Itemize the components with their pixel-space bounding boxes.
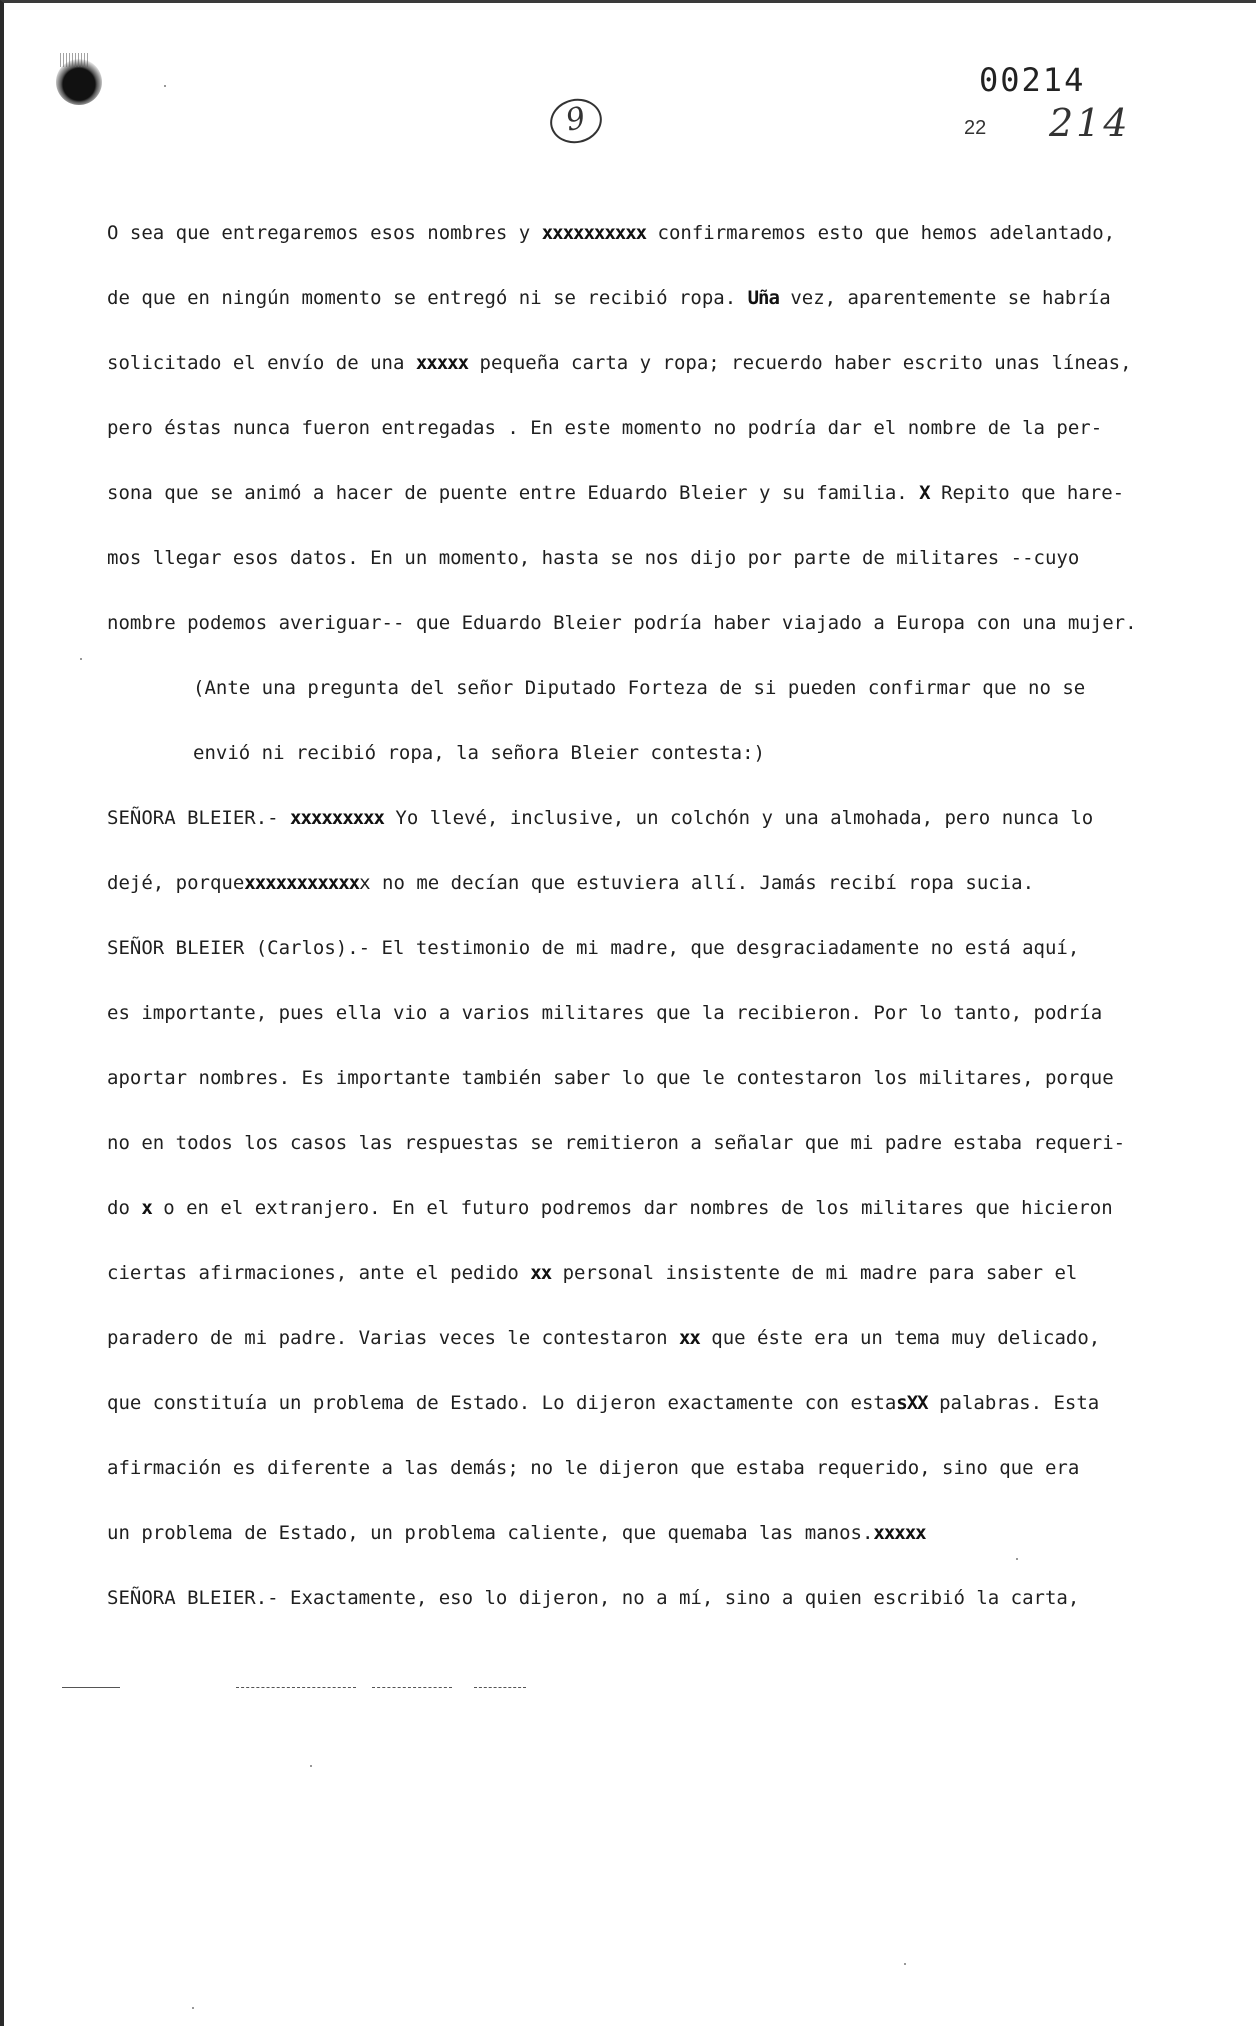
line-text: nombre podemos averiguar-- que Eduardo Bleier podría haber viajado a Europa con una mujer.	[107, 612, 1137, 634]
line-text: un problema de Estado, un problema caliente, que quemaba las manos.	[107, 1522, 874, 1544]
struck-out-text: xxxxx	[873, 1522, 926, 1544]
line-text: O sea que entregaremos esos nombres y	[107, 222, 542, 244]
line-text: pero éstas nunca fueron entregadas . En este momento no podría dar el nombre de la per-	[107, 417, 1103, 439]
line-text: palabras. Esta	[927, 1392, 1100, 1414]
text-line	[107, 1253, 1117, 1318]
line-text: sona que se animó a hacer de puente entre Eduardo Bleier y su familia.	[107, 482, 920, 504]
struck-out-text: sXX	[896, 1392, 928, 1414]
document-number: 00214	[979, 61, 1086, 99]
line-text: dejé, porque	[107, 872, 245, 894]
struck-out-text: Uña	[747, 287, 779, 309]
struck-out-text: xxxxxxxxxxx	[244, 872, 360, 894]
text-line	[107, 1513, 1117, 1578]
line-text: paradero de mi padre. Varias veces le contestaron	[107, 1327, 679, 1349]
line-text: de que en ningún momento se entregó ni se recibió ropa.	[107, 287, 748, 309]
text-line	[107, 538, 1117, 603]
text-line	[107, 1448, 1117, 1513]
line-text: SEÑOR BLEIER (Carlos).- El testimonio de mi madre, que desgraciadamente no está aquí,	[107, 937, 1080, 959]
line-text: Repito que hare-	[929, 482, 1125, 504]
line-text: do	[107, 1197, 142, 1219]
line-text: envió ni recibió ropa, la señora Bleier contesta:)	[193, 742, 765, 764]
struck-out-text: xxxxx	[415, 352, 469, 374]
struck-out-text: xx	[530, 1262, 552, 1284]
footer-rule	[236, 1687, 356, 1688]
text-line	[107, 668, 1117, 733]
line-text: personal insistente de mi madre para saber el	[551, 1262, 1078, 1284]
text-line	[107, 863, 1117, 928]
paper-speck	[1016, 1558, 1018, 1560]
line-text: x no me decían que estuviera allí. Jamás recibí ropa sucia.	[359, 872, 1035, 894]
text-line	[107, 278, 1117, 343]
text-line	[107, 603, 1137, 668]
paper-speck	[310, 1765, 312, 1767]
text-line	[107, 473, 1125, 538]
struck-out-text: X	[919, 482, 930, 504]
line-text: SEÑORA BLEIER.-	[107, 807, 291, 829]
transcript-body	[107, 213, 1137, 1643]
struck-out-text: xx	[678, 1327, 700, 1349]
line-text: mos llegar esos datos. En un momento, hasta se nos dijo por parte de militares --cuyo	[107, 547, 1080, 569]
line-text: pequeña carta y ropa; recuerdo haber escrito unas líneas,	[468, 352, 1132, 374]
line-text: solicitado el envío de una	[107, 352, 416, 374]
text-line	[107, 928, 1117, 993]
footer-rule	[62, 1687, 120, 1688]
text-line	[107, 1383, 1117, 1448]
line-text: afirmación es diferente a las demás; no le dijeron que estaba requerido, sino que era	[107, 1457, 1080, 1479]
text-line	[107, 798, 1117, 863]
footer-rule	[372, 1687, 452, 1688]
line-text: aportar nombres. Es importante también saber lo que le contestaron los militares, porque	[107, 1067, 1114, 1089]
paper-speck	[80, 658, 82, 660]
line-text: no en todos los casos las respuestas se remitieron a señalar que mi padre estaba requeri-	[107, 1132, 1126, 1154]
line-text: confirmaremos esto que hemos adelantado,	[646, 222, 1116, 244]
line-text: es importante, pues ella vio a varios militares que la recibieron. Por lo tanto, podría	[107, 1002, 1103, 1024]
struck-out-text: xxxxxxxxxx	[541, 222, 647, 244]
text-line	[107, 213, 1117, 278]
text-line	[107, 993, 1117, 1058]
text-line	[107, 408, 1117, 473]
text-line	[107, 1058, 1117, 1123]
line-text: que éste era un tema muy delicado,	[699, 1327, 1101, 1349]
paper-speck	[192, 2007, 194, 2009]
text-line	[107, 733, 1117, 798]
paper-speck	[164, 85, 166, 87]
text-line	[107, 1578, 1117, 1643]
struck-out-text: x	[141, 1197, 152, 1219]
text-line	[107, 1123, 1126, 1188]
ink-blot-mark	[56, 59, 102, 105]
line-text: SEÑORA BLEIER.- Exactamente, eso lo dijeron, no a mí, sino a quien escribió la carta,	[107, 1587, 1080, 1609]
struck-out-text: xxxxxxxxx	[290, 807, 384, 829]
handwritten-page-number: 214	[1049, 101, 1131, 145]
circled-page-mark: 9	[546, 94, 606, 148]
page-number: 22	[964, 117, 987, 139]
footer-rule	[474, 1687, 526, 1688]
line-text: (Ante una pregunta del señor Diputado Forteza de si pueden confirmar que no se	[193, 677, 1086, 699]
line-text: que constituía un problema de Estado. Lo dijeron exactamente con esta	[107, 1392, 897, 1414]
paper-speck	[904, 1963, 906, 1965]
line-text: Yo llevé, inclusive, un colchón y una almohada, pero nunca lo	[383, 807, 1094, 829]
text-line	[107, 343, 1132, 408]
line-text: ciertas afirmaciones, ante el pedido	[107, 1262, 531, 1284]
text-line	[107, 1188, 1117, 1253]
line-text: vez, aparentemente se habría	[778, 287, 1111, 309]
line-text: o en el extranjero. En el futuro podremos dar nombres de los militares que hicieron	[151, 1197, 1113, 1219]
text-line	[107, 1318, 1117, 1383]
